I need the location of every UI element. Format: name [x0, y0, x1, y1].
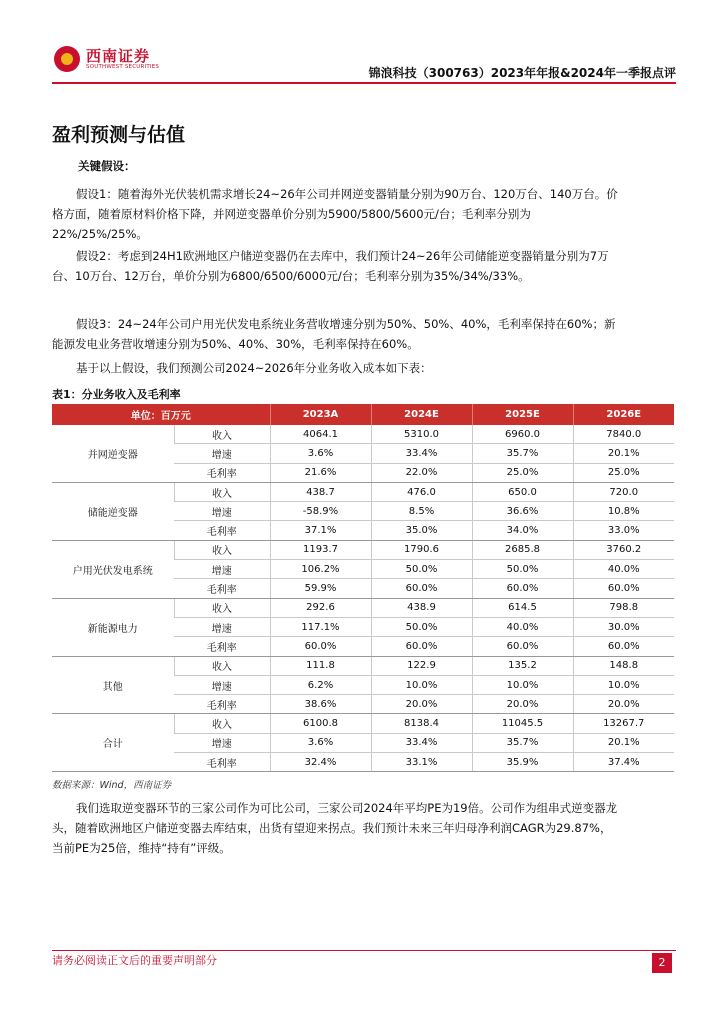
value-cell: 20.0% — [573, 695, 674, 714]
value-cell: 33.4% — [371, 733, 472, 752]
value-cell: 35.9% — [472, 753, 573, 772]
value-cell: 122.9 — [371, 656, 472, 675]
value-cell: 22.0% — [371, 463, 472, 482]
metric-cell: 毛利率 — [174, 463, 270, 482]
value-cell: 6960.0 — [472, 425, 573, 444]
value-cell: 30.0% — [573, 617, 674, 636]
value-cell: 650.0 — [472, 482, 573, 501]
value-cell: 20.0% — [472, 695, 573, 714]
value-cell: 11045.5 — [472, 714, 573, 733]
metric-cell: 毛利率 — [174, 521, 270, 540]
value-cell: 60.0% — [270, 637, 371, 656]
metric-cell: 增速 — [174, 617, 270, 636]
metric-cell: 增速 — [174, 502, 270, 521]
metric-cell: 收入 — [174, 656, 270, 675]
value-cell: 798.8 — [573, 598, 674, 617]
value-cell: 7840.0 — [573, 425, 674, 444]
assumption-paragraph-3: 假设3：24~24年公司户用光伏发电系统业务营收增速分别为50%、50%、40%，毛利率保持在60%；新能源发电业务营收增速分别为50%、40%、30%，毛利率保持在60%。 — [52, 317, 616, 351]
year-header: 2024E — [371, 404, 472, 425]
value-cell: 117.1% — [270, 617, 371, 636]
value-cell: 33.4% — [371, 444, 472, 463]
table-row — [52, 598, 674, 617]
value-cell: 21.6% — [270, 463, 371, 482]
logo-name-cn: 西南证券 — [86, 47, 151, 65]
business-segment-cell: 新能源电力 — [52, 598, 174, 656]
value-cell: 1193.7 — [270, 540, 371, 559]
value-cell: 1790.6 — [371, 540, 472, 559]
business-segment-cell: 户用光伏发电系统 — [52, 540, 174, 598]
metric-cell: 收入 — [174, 540, 270, 559]
value-cell: 60.0% — [371, 579, 472, 598]
logo-emblem-icon — [54, 46, 80, 72]
section-title: 盈利预测与估值 — [52, 124, 186, 146]
value-cell: 59.9% — [270, 579, 371, 598]
table-row — [52, 482, 674, 501]
report-title: 锦浪科技（300763）2023年年报&2024年一季报点评 — [368, 66, 676, 80]
table-row — [52, 425, 674, 444]
value-cell: 438.9 — [371, 598, 472, 617]
page-number: 2 — [652, 953, 672, 973]
value-cell: 438.7 — [270, 482, 371, 501]
value-cell: 135.2 — [472, 656, 573, 675]
valuation-paragraph: 我们选取逆变器环节的三家公司作为可比公司，三家公司2024年平均PE为19倍。公司作为组串式逆变器龙头，随着欧洲地区户储逆变器去库结束，出货有望迎来拐点。我们预计未来三年归母净利润CAGR为29.87%，当前PE为25倍，维持“持有”评级。 — [52, 801, 618, 855]
metric-cell: 毛利率 — [174, 753, 270, 772]
value-cell: 8138.4 — [371, 714, 472, 733]
key-assumptions-heading: 关键假设： — [78, 159, 136, 173]
business-segment-cell: 合计 — [52, 714, 174, 772]
value-cell: 50.0% — [472, 560, 573, 579]
value-cell: 37.4% — [573, 753, 674, 772]
value-cell: 292.6 — [270, 598, 371, 617]
value-cell: 13267.7 — [573, 714, 674, 733]
value-cell: 33.0% — [573, 521, 674, 540]
footer-divider — [52, 950, 676, 951]
metric-cell: 收入 — [174, 482, 270, 501]
value-cell: -58.9% — [270, 502, 371, 521]
year-header: 2025E — [472, 404, 573, 425]
value-cell: 111.8 — [270, 656, 371, 675]
value-cell: 720.0 — [573, 482, 674, 501]
metric-cell: 毛利率 — [174, 579, 270, 598]
metric-cell: 收入 — [174, 598, 270, 617]
metric-cell: 增速 — [174, 444, 270, 463]
value-cell: 5310.0 — [371, 425, 472, 444]
value-cell: 10.0% — [472, 675, 573, 694]
page-header — [52, 40, 676, 80]
value-cell: 50.0% — [371, 560, 472, 579]
table-row — [52, 656, 674, 675]
table-row — [52, 540, 674, 559]
metric-cell: 收入 — [174, 714, 270, 733]
value-cell: 10.0% — [371, 675, 472, 694]
value-cell: 38.6% — [270, 695, 371, 714]
value-cell: 35.0% — [371, 521, 472, 540]
year-header: 2023A — [270, 404, 371, 425]
value-cell: 40.0% — [472, 617, 573, 636]
header-divider — [52, 82, 676, 84]
value-cell: 476.0 — [371, 482, 472, 501]
value-cell: 20.0% — [371, 695, 472, 714]
value-cell: 3760.2 — [573, 540, 674, 559]
logo-name-en: SOUTHWEST SECURITIES — [86, 64, 160, 70]
value-cell: 32.4% — [270, 753, 371, 772]
value-cell: 60.0% — [573, 579, 674, 598]
business-segment-cell: 储能逆变器 — [52, 482, 174, 540]
assumption-paragraph-2: 假设2：考虑到24H1欧洲地区户储逆变器仍在去库中，我们预计24~26年公司储能逆变器销量分别为7万台、10万台、12万台，单价分别为6800/6500/6000元/台；毛利率分别为35%/34%/33%。 — [52, 249, 609, 283]
table-caption: 表1：分业务收入及毛利率 — [52, 388, 181, 401]
unit-header: 单位：百万元 — [52, 404, 270, 425]
value-cell: 10.0% — [573, 675, 674, 694]
company-logo — [54, 44, 174, 76]
metric-cell: 毛利率 — [174, 695, 270, 714]
value-cell: 106.2% — [270, 560, 371, 579]
value-cell: 10.8% — [573, 502, 674, 521]
metric-cell: 收入 — [174, 425, 270, 444]
value-cell: 37.1% — [270, 521, 371, 540]
value-cell: 36.6% — [472, 502, 573, 521]
footer-disclaimer: 请务必阅读正文后的重要声明部分 — [52, 954, 217, 967]
value-cell: 4064.1 — [270, 425, 371, 444]
value-cell: 60.0% — [573, 637, 674, 656]
value-cell: 25.0% — [472, 463, 573, 482]
table-header-row — [52, 404, 674, 425]
value-cell: 148.8 — [573, 656, 674, 675]
value-cell: 60.0% — [472, 579, 573, 598]
value-cell: 20.1% — [573, 733, 674, 752]
value-cell: 3.6% — [270, 444, 371, 463]
value-cell: 34.0% — [472, 521, 573, 540]
metric-cell: 毛利率 — [174, 637, 270, 656]
table-row — [52, 714, 674, 733]
business-segment-cell: 其他 — [52, 656, 174, 714]
value-cell: 8.5% — [371, 502, 472, 521]
value-cell: 614.5 — [472, 598, 573, 617]
year-header: 2026E — [573, 404, 674, 425]
value-cell: 33.1% — [371, 753, 472, 772]
metric-cell: 增速 — [174, 733, 270, 752]
business-revenue-table — [52, 404, 674, 772]
business-segment-cell: 并网逆变器 — [52, 425, 174, 482]
value-cell: 50.0% — [371, 617, 472, 636]
value-cell: 60.0% — [371, 637, 472, 656]
value-cell: 25.0% — [573, 463, 674, 482]
table-body — [52, 425, 674, 772]
value-cell: 3.6% — [270, 733, 371, 752]
forecast-intro-paragraph: 基于以上假设，我们预测公司2024~2026年分业务收入成本如下表： — [76, 361, 432, 375]
value-cell: 60.0% — [472, 637, 573, 656]
value-cell: 6100.8 — [270, 714, 371, 733]
data-source-note: 数据来源：Wind，西南证券 — [52, 780, 172, 791]
metric-cell: 增速 — [174, 675, 270, 694]
value-cell: 35.7% — [472, 444, 573, 463]
assumption-paragraph-1: 假设1：随着海外光伏装机需求增长24~26年公司并网逆变器销量分别为90万台、120万台、140万台。价格方面，随着原材料价格下降，并网逆变器单价分别为5900/5800/5600元/台；毛利率分别为22%/25%/25%。 — [52, 187, 618, 241]
value-cell: 20.1% — [573, 444, 674, 463]
value-cell: 2685.8 — [472, 540, 573, 559]
value-cell: 6.2% — [270, 675, 371, 694]
value-cell: 40.0% — [573, 560, 674, 579]
metric-cell: 增速 — [174, 560, 270, 579]
value-cell: 35.7% — [472, 733, 573, 752]
